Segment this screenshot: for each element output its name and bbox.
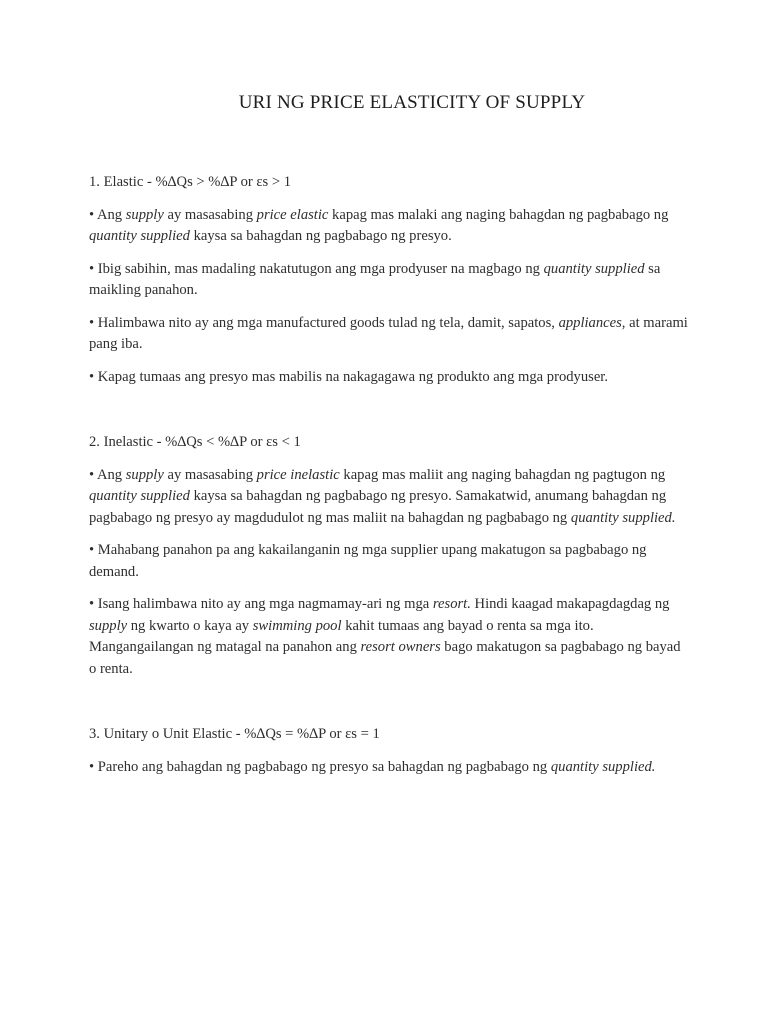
text-run: • Mahabang panahon pa ang kakailanganin ng mga supplier upang makatugon sa pagbabago ng demand. <box>89 542 647 580</box>
page-title: URI NG PRICE ELASTICITY OF SUPPLY <box>238 92 586 113</box>
text-run: kaysa sa bahagdan ng pagbabago ng presyo. <box>189 228 452 244</box>
italic-term: supply <box>125 466 164 483</box>
text-run: bago makatugon sa pagbabago ng bayad o renta. <box>89 639 681 677</box>
italic-term: supply <box>89 617 128 634</box>
bullet-paragraph <box>89 540 689 583</box>
italic-term: swimming pool <box>252 617 342 634</box>
text-run: • Ang <box>89 466 126 483</box>
italic-term: quantity supplied <box>89 228 190 244</box>
text-run: • Ibig sabihin, mas madaling nakatutugon ang mga prodyuser na magbago ng <box>89 260 544 277</box>
document-body <box>89 172 689 789</box>
italic-term: quantity supplied. <box>570 509 676 526</box>
italic-term: resort owners <box>360 639 441 655</box>
text-run: • Halimbawa nito ay ang mga manufactured goods tulad ng tela, damit, sapatos, <box>89 314 559 331</box>
italic-term: quantity supplied. <box>550 758 656 775</box>
section-inelastic <box>89 432 689 680</box>
text-run: kapag mas maliit ang naging bahagdan ng pagtugon ng <box>339 466 666 483</box>
italic-term: price inelastic <box>256 466 340 483</box>
italic-term: price elastic <box>256 206 329 223</box>
section-heading: 1. Elastic - %∆Qs > %∆P or εs > 1 <box>89 174 292 190</box>
bullet-paragraph <box>89 259 689 302</box>
section-unitary <box>89 724 689 778</box>
italic-term: quantity supplied <box>89 488 190 504</box>
text-run: ng kwarto o kaya ay <box>127 617 253 634</box>
bullet-paragraph <box>89 757 689 779</box>
text-run: • Kapag tumaas ang presyo mas mabilis na nakagagawa ng produkto ang mga prodyuser. <box>89 368 608 385</box>
text-run: ay masasabing <box>163 466 257 483</box>
text-run: ay masasabing <box>163 206 257 223</box>
section-elastic <box>89 172 689 388</box>
italic-term: quantity supplied <box>543 260 645 277</box>
italic-term: resort. <box>432 596 471 612</box>
section-spacer <box>89 399 689 432</box>
italic-term: supply <box>125 206 164 223</box>
text-run: kahit tumaas ang bayad o renta sa mga ito. Mangangailangan ng matagal na panahon ang <box>89 617 594 655</box>
bullet-paragraph <box>89 594 689 680</box>
section-heading: 2. Inelastic - %∆Qs < %∆P or εs < 1 <box>89 434 301 450</box>
text-run: • Ang <box>89 206 126 223</box>
text-run: kaysa sa bahagdan ng pagbabago ng presyo. Samakatwid, anumang bahagdan ng pagbabago ng presyo ay magdudulot ng mas maliit na bahagdan ng pagbabago ng <box>89 488 667 526</box>
text-run: sa maikling panahon. <box>89 260 661 298</box>
bullet-paragraph <box>89 465 689 530</box>
text-run: • Pareho ang bahagdan ng pagbabago ng presyo sa bahagdan ng pagbabago ng <box>89 758 551 775</box>
bullet-paragraph <box>89 313 689 356</box>
section-heading: 3. Unitary o Unit Elastic - %∆Qs = %∆P or εs = 1 <box>89 726 380 742</box>
text-run: , at marami pang iba. <box>89 314 688 352</box>
text-run: kapag mas malaki ang naging bahagdan ng pagbabago ng <box>328 206 669 223</box>
section-spacer <box>89 691 689 724</box>
bullet-paragraph <box>89 205 689 248</box>
text-run: • Isang halimbawa nito ay ang mga nagmamay-ari ng mga <box>89 596 433 612</box>
text-run: Hindi kaagad makapagdagdag ng <box>470 596 670 612</box>
bullet-paragraph <box>89 367 689 389</box>
italic-term: appliances <box>558 314 622 331</box>
